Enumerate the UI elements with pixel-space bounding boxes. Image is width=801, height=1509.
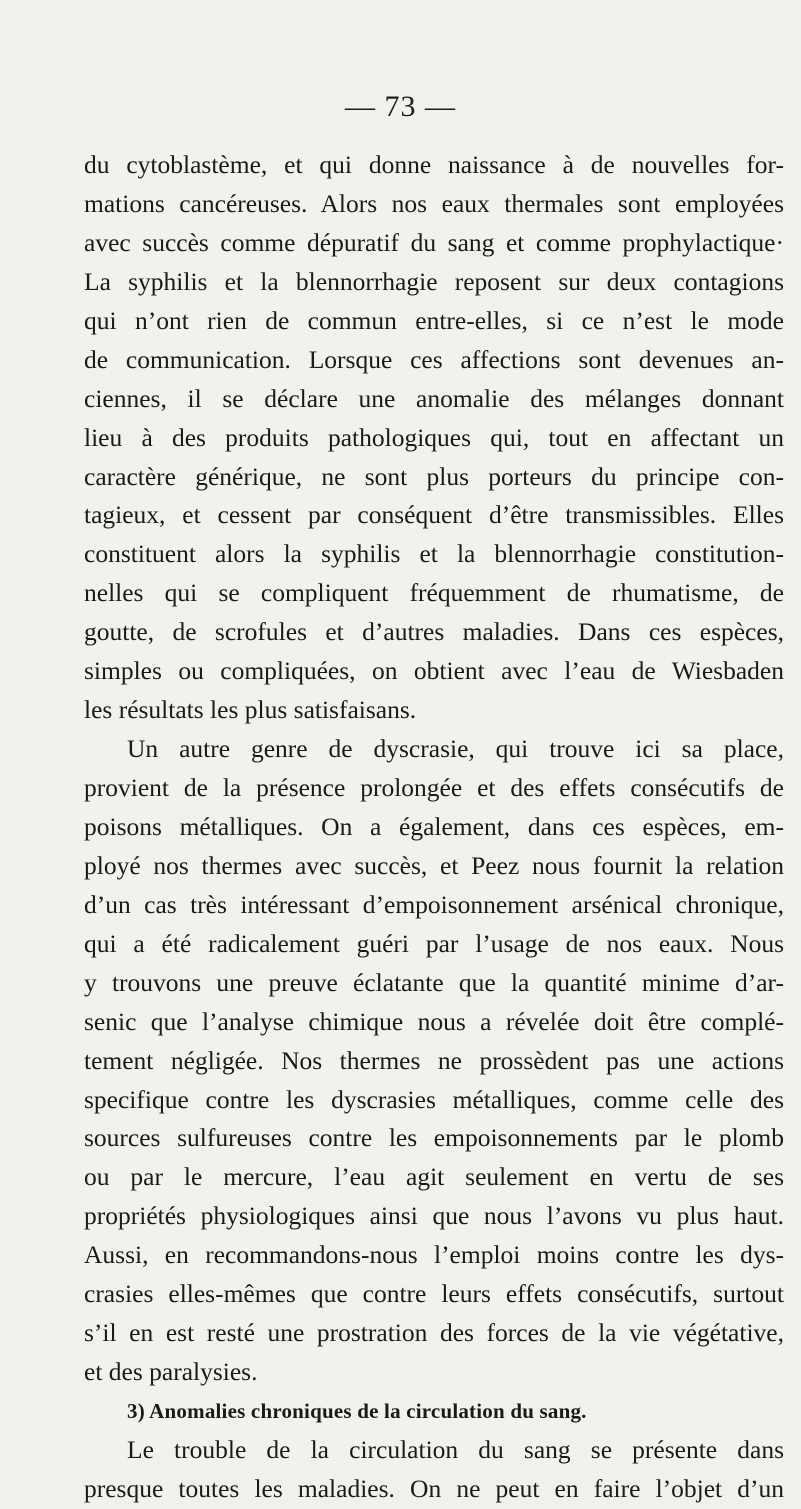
text-line: Un autre genre de dyscrasie, qui trouve ici sa place,: [127, 734, 784, 764]
text-line: Le trouble de la circulation du sang se présente dans: [127, 1434, 784, 1464]
text-line: poisons métalliques. On a également, dans ces espèces, em-: [84, 811, 784, 841]
text-line: provient de la présence prolongée et des effets consécutifs de: [84, 773, 784, 802]
text-line: lieu à des produits pathologiques qui, tout en affectant un: [84, 422, 784, 452]
text-line: constituent alors la syphilis et la blennorrhagie constitution-: [84, 539, 784, 569]
text-line: tement négligée. Nos thermes ne prossèdent pas une actions: [84, 1045, 784, 1075]
text-line: ployé nos thermes avec succès, et Peez nous fournit la relation: [84, 850, 784, 880]
text-line: de communication. Lorsque ces affections sont devenues an-: [84, 344, 784, 374]
text-line: du cytoblastème, et qui donne naissance à de nouvelles for-: [84, 150, 784, 179]
text-line: qui a été radicalement guéri par l’usage de nos eaux. Nous: [84, 928, 784, 958]
body-text: [84, 146, 784, 1509]
text-line: simples ou compliquées, on obtient avec l’eau de Wiesbaden: [84, 656, 784, 686]
text-line: et des paralysies.: [84, 1357, 258, 1387]
text-line: qui n’ont rien de commun entre-elles, si ce n’est le mode: [84, 305, 784, 335]
text-line: y trouvons une preuve éclatante que la quantité minime d’ar-: [84, 967, 784, 997]
text-line: ou par le mercure, l’eau agit seulement en vertu de ses: [84, 1162, 784, 1192]
text-line: specifique contre les dyscrasies métalliques, comme celle des: [84, 1084, 784, 1114]
text-line: mations cancéreuses. Alors nos eaux thermales sont employées: [84, 188, 784, 218]
section-heading: 3) Anomalies chroniques de la circulation du sang.: [127, 1399, 587, 1423]
text-line: La syphilis et la blennorrhagie reposent sur deux contagions: [84, 266, 784, 296]
text-line: senic que l’analyse chimique nous a révelée doit être complé-: [84, 1006, 784, 1036]
text-line: nelles qui se compliquent fréquemment de rhumatisme, de: [84, 578, 784, 608]
text-line: s’il en est resté une prostration des forces de la vie végétative,: [84, 1318, 784, 1348]
text-line: Aussi, en recommandons-nous l’emploi moins contre les dys-: [84, 1240, 784, 1270]
text-line: d’un cas très intéressant d’empoisonnement arsénical chronique,: [84, 889, 784, 919]
text-line: caractère générique, ne sont plus porteurs du principe con-: [84, 461, 784, 491]
text-line: tagieux, et cessent par conséquent d’être transmissibles. Elles: [84, 500, 784, 530]
text-line: sources sulfureuses contre les empoisonnements par le plomb: [84, 1123, 784, 1153]
text-line: ciennes, il se déclare une anomalie des mélanges donnant: [84, 383, 784, 413]
text-line: goutte, de scrofules et d’autres maladies. Dans ces espèces,: [84, 617, 784, 647]
text-line: propriétés physiologiques ainsi que nous l’avons vu plus haut.: [84, 1201, 784, 1231]
text-line: les résultats les plus satisfaisans.: [84, 695, 417, 725]
text-line: avec succès comme dépuratif du sang et comme prophylactique·: [84, 227, 784, 257]
text-line: crasies elles-mêmes que contre leurs effets consécutifs, surtout: [84, 1279, 784, 1309]
page-number: — 73 —: [345, 90, 456, 123]
text-line: presque toutes les maladies. On ne peut en faire l’objet d’un: [84, 1473, 784, 1503]
